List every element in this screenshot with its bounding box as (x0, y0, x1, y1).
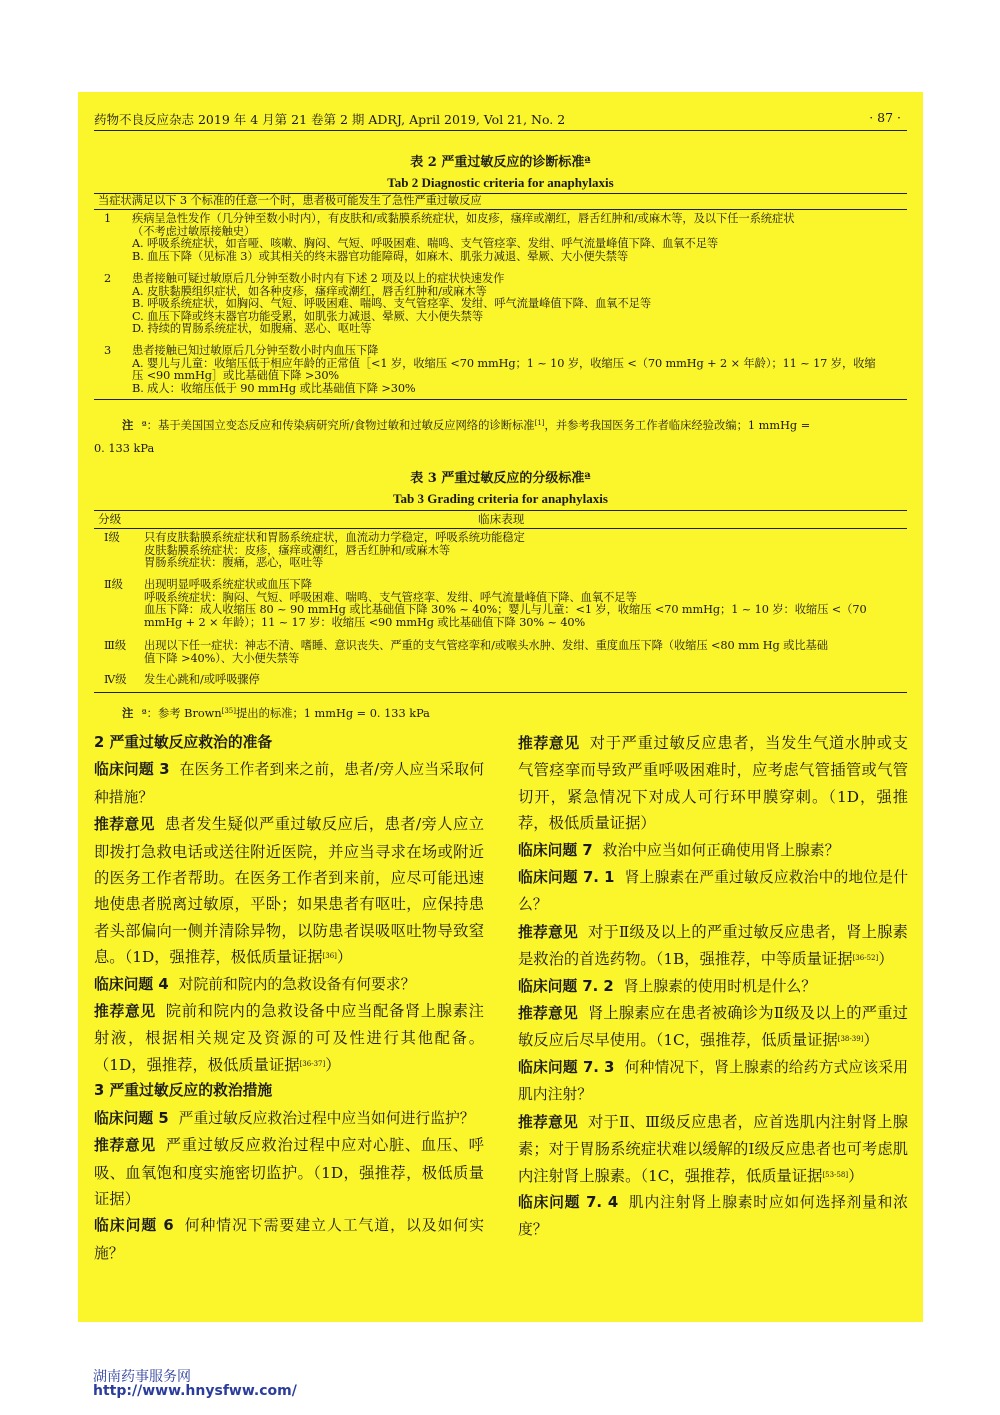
table2-row-3-line-3: 压 <90 mmHg］或比基础值下降 >30% (132, 369, 340, 382)
recommendation-7-2: 推荐意见 肾上腺素应在患者被确诊为Ⅱ级及以上的严重过敏反应后尽早使用。（1C，强推荐，低质量证据[38-39]） (518, 1004, 908, 1050)
table3-title-en: Tab 3 Grading criteria for anaphylaxis (393, 491, 608, 506)
table3-note: 注 ª：参考 Brown[35]提出的标准；1 mmHg = 0. 133 kPa (122, 706, 430, 720)
table2-row-1-number: 1 (104, 212, 112, 225)
table3-row-4-grade: Ⅳ级 (104, 673, 127, 686)
table2-note-continued: 0. 133 kPa (94, 442, 155, 455)
recommendation-7-1: 推荐意见 对于Ⅱ级及以上的严重过敏反应患者，肾上腺素是救治的首选药物。（1B，强推荐，中等质量证据[36-52]） (518, 922, 908, 969)
section-heading-2: 2 严重过敏反应救治的准备 (94, 734, 273, 751)
question-7-2: 临床问题 7. 2 肾上腺素的使用时机是什么？ (518, 977, 817, 995)
table2-row-2-line-3: B. 呼吸系统症状，如胸闷、气短、呼吸困难、喘鸣、支气管痉挛、发绀、呼气流量峰值下降、血氧不足等 (132, 297, 652, 310)
recommendation-5: 推荐意见 严重过敏反应救治过程中应对心脏、血压、呼吸、血氧饱和度实施密切监护。（1D，强推荐，极低质量证据） (94, 1136, 484, 1208)
table2-row-3-number: 3 (104, 344, 112, 357)
section-heading-3: 3 严重过敏反应的救治措施 (94, 1082, 273, 1100)
table2-intro: 当症状满足以下 3 个标准的任意一个时，患者极可能发生了急性严重过敏反应 (98, 194, 482, 207)
table3-row-2-line-1: 出现明显呼吸系统症状或血压下降 (144, 578, 312, 591)
table3-col-grade: 分级 (98, 512, 122, 526)
table3-header-rule (94, 528, 907, 529)
table3-title-cn: 表 3 严重过敏反应的分级标准ª (410, 471, 591, 486)
page-number: · 87 · (869, 110, 901, 125)
table2-row-2-line-4: C. 血压下降或终末器官功能受累，如肌张力减退、晕厥、大小便失禁等 (132, 309, 484, 323)
table3-row-1-line-2: 皮肤黏膜系统症状：皮疹，瘙痒或潮红，唇舌红肿和/或麻木等 (144, 543, 451, 557)
table2-row-3-line-2: A. 婴儿与儿童：收缩压低于相应年龄的正常值［<1 岁，收缩压 <70 mmHg；1 ~ 10 岁，收缩压 <（70 mmHg + 2 × 年龄）；11 ~ 17 岁，收缩 (132, 356, 876, 370)
table3-col-manifestation: 临床表现 (478, 512, 525, 526)
table2-row-1-line-2: （不考虑过敏原接触史） (132, 224, 256, 238)
recommendation-4: 推荐意见 院前和院内的急救设备中应当配备肾上腺素注射液，根据相关规定及资源的可及性进行其他配备。（1D，强推荐，极低质量证据[36-37]） (94, 1002, 484, 1074)
recommendation-6: 推荐意见 对于严重过敏反应患者，当发生气道水肿或支气管痉挛而导致严重呼吸困难时，应考虑气管插管或气管切开，紧急情况下对成人可行环甲膜穿刺。（1D，强推荐，极低质量证据） (518, 734, 908, 833)
table3-row-4-line-1: 发生心跳和/或呼吸骤停 (144, 673, 260, 686)
table2-row-2-line-1: 患者接触可疑过敏原后几分钟至数小时内有下述 2 项及以上的症状快速发作 (132, 272, 505, 285)
question-7-3: 临床问题 7. 3 何种情况下，肾上腺素的给药方式应该采用肌内注射？ (518, 1058, 908, 1104)
question-4: 临床问题 4 对院前和院内的急救设备有何要求？ (94, 975, 416, 993)
table3-top-rule (94, 510, 907, 511)
footer-site-url[interactable]: http://www.hnysfww.com/ (93, 1383, 297, 1399)
table2-row-2-line-2: A. 皮肤黏膜组织症状，如各种皮疹，瘙痒或潮红，唇舌红肿和/或麻木等 (132, 284, 487, 298)
table3-row-2-line-2: 呼吸系统症状：胸闷、气短、呼吸困难、喘鸣、支气管痉挛、发绀、呼气流量峰值下降、血氧不足等 (144, 590, 637, 604)
table2-row-1-line-4: B. 血压下降（见标准 3）或其相关的终末器官功能障碍，如麻木、肌张力减退、晕厥、大小便失禁等 (132, 249, 629, 263)
recommendation-7-3: 推荐意见 对于Ⅱ、Ⅲ级反应患者，应首选肌内注射肾上腺素；对于胃肠系统症状难以缓解的Ⅰ级反应患者也可考虑肌内注射肾上腺素。（1C，强推荐，低质量证据[53-58]） (518, 1112, 908, 1185)
page-highlight (78, 92, 923, 1322)
table3-row-2-line-3: 血压下降：成人收缩压 80 ~ 90 mmHg 或比基础值下降 30% ~ 40%；婴儿与儿童：<1 岁，收缩压 <70 mmHg；1 ~ 10 岁：收缩压 <（70 (144, 603, 867, 616)
question-5: 临床问题 5 严重过敏反应救治过程中应当如何进行监护？ (94, 1109, 475, 1127)
table2-row-2-number: 2 (104, 272, 112, 285)
header-rule (94, 130, 907, 131)
table2-row-2-line-5: D. 持续的胃肠系统症状，如腹痛、恶心、呕吐等 (132, 322, 372, 335)
question-7: 临床问题 7 救治中应当如何正确使用肾上腺素？ (518, 841, 840, 859)
question-3: 临床问题 3 在医务工作者到来之前，患者/旁人应当采取何种措施？ (94, 761, 484, 806)
table2-header-rule (94, 209, 907, 210)
question-7-4: 临床问题 7. 4 肌内注射肾上腺素时应如何选择剂量和浓度？ (518, 1193, 908, 1239)
table3-row-1-line-3: 胃肠系统症状：腹痛，恶心，呕吐等 (144, 556, 324, 569)
table3-row-1-line-1: 只有皮肤黏膜系统症状和胃肠系统症状，血流动力学稳定，呼吸系统功能稳定 (144, 531, 525, 544)
footer-site-name: 湖南药事服务网 (93, 1369, 191, 1385)
table3-bottom-rule (94, 692, 907, 693)
table3-row-3-line-2: 值下降 >40%）、大小便失禁等 (144, 651, 300, 665)
table3-row-1-grade: Ⅰ级 (104, 531, 120, 544)
table2-title-en: Tab 2 Diagnostic criteria for anaphylaxis (387, 175, 614, 190)
body-left-column (94, 730, 484, 1267)
question-6: 临床问题 6 何种情况下需要建立人工气道，以及如何实施？ (94, 1217, 484, 1262)
running-header: 药物不良反应杂志 2019 年 4 月第 21 卷第 2 期 ADRJ, April 2019, Vol 21, No. 2 (94, 112, 566, 127)
table2-row-1-line-1: 疾病呈急性发作（几分钟至数小时内），有皮肤和/或黏膜系统症状，如皮疹，瘙痒或潮红，唇舌红肿和/或麻木等，及以下任一系统症状 (132, 212, 795, 225)
recommendation-3: 推荐意见 患者发生疑似严重过敏反应后，患者/旁人应立即拨打急救电话或送往附近医院，并应当寻求在场或附近的医务工作者帮助。在医务工作者到来前，应尽可能迅速地使患者脱离过敏原，平卧；如果患者有呕吐，应保持患者头部偏向一侧并清除异物，以防患者误吸呕吐物导致窒息。（1D，强推荐，极低质量证据[36]） (94, 815, 484, 967)
table2-note: 注 ª：基于美国国立变态反应和传染病研究所/食物过敏和过敏反应网络的诊断标准[1]，并参考我国医务工作者临床经验改编；1 mmHg = (122, 418, 811, 432)
table2-row-3-line-4: B. 成人：收缩压低于 90 mmHg 或比基础值下降 >30% (132, 381, 416, 395)
table3-row-3-grade: Ⅲ级 (104, 639, 127, 652)
table2-row-3-line-1: 患者接触已知过敏原后几分钟至数小时内血压下降 (132, 344, 379, 357)
table2-row-1-line-3: A. 呼吸系统症状，如音哑、咳嗽、胸闷、气短、呼吸困难、喘鸣、支气管痉挛、发绀、呼气流量峰值下降、血氧不足等 (132, 237, 719, 250)
body-right-column (518, 730, 908, 1244)
question-7-1: 临床问题 7. 1 肾上腺素在严重过敏反应救治中的地位是什么？ (518, 869, 908, 914)
table3-row-3-line-1: 出现以下任一症状：神志不清、嗜睡、意识丧失、严重的支气管痉挛和/或喉头水肿、发绀、重度血压下降（收缩压 <80 mm Hg 或比基础 (144, 639, 828, 652)
table3-row-2-grade: Ⅱ级 (104, 578, 123, 591)
table2-title-cn: 表 2 严重过敏反应的诊断标准ª (410, 155, 591, 170)
table3-row-2-line-4: mmHg + 2 × 年龄）；11 ~ 17 岁：收缩压 <90 mmHg 或比基础值下降 30% ~ 40% (144, 615, 586, 629)
table2-bottom-rule (94, 399, 907, 400)
